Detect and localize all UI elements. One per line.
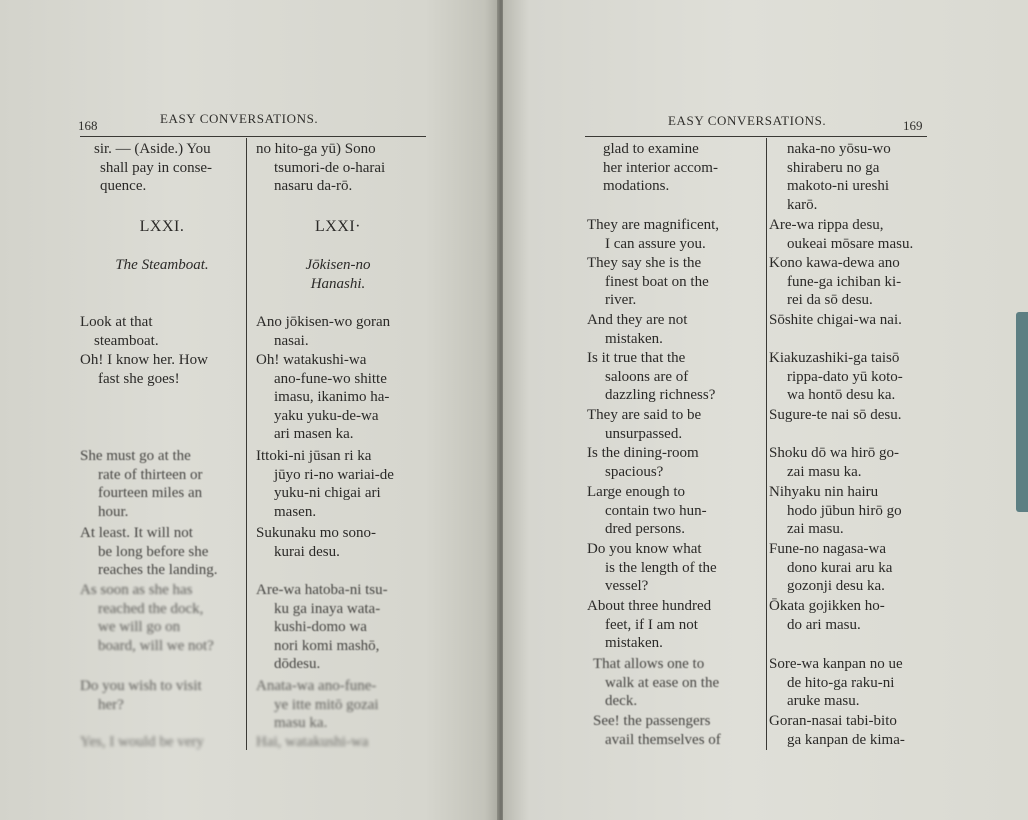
line: Large enough to	[587, 484, 686, 500]
line: kurai desu.	[274, 543, 340, 560]
paragraph-en	[587, 140, 718, 196]
paragraph-en	[80, 581, 214, 655]
paragraph-en	[587, 349, 715, 405]
line: See! the passengers	[593, 713, 711, 729]
line: tsumori-de o-harai	[274, 159, 386, 176]
line: wa hontō desu ka.	[787, 387, 896, 404]
line: shall pay in conse-	[100, 159, 213, 176]
line: nori komi mashō,	[274, 637, 380, 654]
paragraph-ja	[769, 597, 885, 634]
line: Jōkisen-no	[305, 257, 371, 273]
line: Is it true that the	[587, 350, 686, 366]
paragraph-en	[587, 216, 719, 253]
paragraph-en	[587, 655, 719, 711]
line: masen.	[274, 503, 317, 520]
line: Fune-no nagasa-wa	[769, 541, 887, 557]
line: shiraberu no ga	[787, 159, 880, 176]
line: And they are not	[587, 312, 688, 328]
paragraph-ja	[256, 351, 389, 444]
line: dono kurai aru ka	[787, 559, 893, 576]
paragraph-en	[587, 254, 709, 310]
paragraph-ja	[256, 733, 368, 752]
line: Ittoki-ni jūsan ri ka	[256, 448, 372, 464]
line: dazzling richness?	[605, 387, 716, 404]
line: Oh! watakushi-wa	[256, 352, 367, 368]
line: finest boat on the	[605, 273, 709, 290]
line: Anata-wa ano-fune-	[256, 678, 377, 694]
line: deck.	[605, 693, 638, 710]
line: feet, if I am not	[605, 616, 698, 633]
paragraph-ja	[256, 677, 379, 733]
paragraph-ja	[769, 712, 905, 749]
line: walk at ease on the	[605, 674, 720, 691]
line: Do you wish to visit	[80, 678, 202, 694]
line: About three hundred	[587, 598, 712, 614]
paragraph-en	[587, 444, 699, 481]
line: Yes, I would be very	[80, 734, 204, 750]
running-head-left: EASY CONVERSATIONS.	[160, 111, 319, 126]
line: contain two hun-	[605, 502, 707, 519]
running-head-right: EASY CONVERSATIONS.	[668, 113, 827, 128]
column-divider-right	[766, 138, 767, 750]
line: mistaken.	[605, 330, 663, 347]
line: ku ga inaya wata-	[274, 600, 381, 617]
line: Hanashi.	[310, 275, 366, 292]
line: gozonji desu ka.	[787, 578, 885, 595]
paragraph-en	[80, 677, 202, 714]
line: zai masu.	[787, 521, 844, 538]
bookmark-tab	[1016, 312, 1028, 512]
line: naka-no yōsu-wo	[787, 141, 891, 157]
paragraph-en	[80, 447, 203, 521]
line: Nihyaku nin hairu	[769, 484, 879, 500]
section-number-ja: LXXI·	[314, 218, 362, 235]
line: Are-wa rippa desu,	[769, 217, 884, 233]
header-rule-left	[80, 136, 426, 137]
line: Do you know what	[587, 541, 702, 557]
line: fast she goes!	[98, 370, 180, 387]
line: Shoku dō wa hirō go-	[769, 445, 899, 461]
line: avail themselves of	[605, 731, 721, 748]
column-divider-left	[246, 138, 247, 750]
line: dred persons.	[605, 521, 685, 538]
paragraph-ja	[256, 524, 376, 561]
right-page	[503, 0, 1028, 820]
line: glad to examine	[603, 141, 699, 157]
line: is the length of the	[605, 559, 717, 576]
line: saloons are of	[605, 368, 689, 385]
line: board, will we not?	[98, 637, 214, 654]
line: Kono kawa-dewa ano	[769, 255, 900, 271]
paragraph-en	[587, 540, 717, 596]
paragraph-en	[587, 712, 721, 749]
line: Look at that	[80, 314, 153, 330]
line: Is the dining-room	[587, 445, 699, 461]
paragraph-ja	[256, 581, 388, 674]
section-title-en: The Steamboat.	[115, 257, 209, 273]
page-number-left: 168	[78, 118, 98, 133]
line: unsurpassed.	[605, 425, 683, 442]
continuation-ja	[256, 140, 385, 196]
line: rei da sō desu.	[787, 292, 873, 309]
line: no hito-ga yū) Sono	[256, 141, 376, 157]
paragraph-ja	[256, 313, 390, 350]
line: Ōkata gojikken ho-	[769, 598, 885, 614]
paragraph-en	[80, 733, 204, 752]
line: vessel?	[605, 578, 649, 595]
line: Sore-wa kanpan no ue	[769, 656, 903, 672]
paragraph-en	[80, 524, 218, 580]
line: Hai, watakushi-wa	[256, 734, 369, 750]
paragraph-en	[587, 597, 711, 653]
line: She must go at the	[80, 448, 191, 464]
line: yuku-ni chigai ari	[274, 485, 381, 502]
paragraph-ja	[769, 406, 901, 425]
line: masu ka.	[274, 715, 328, 732]
line: I can assure you.	[605, 235, 706, 252]
line: Sukunaku mo sono-	[256, 525, 376, 541]
line: imasu, ikanimo ha-	[274, 389, 390, 406]
line: aruke masu.	[787, 693, 860, 710]
line: makoto-ni ureshi	[787, 178, 890, 195]
paragraph-ja	[769, 483, 902, 539]
line: Oh! I know her. How	[80, 352, 208, 368]
paragraph-ja	[769, 254, 901, 310]
line: oukeai mōsare masu.	[787, 235, 914, 252]
line: As soon as she has	[80, 582, 193, 598]
line: ga kanpan de kima-	[787, 731, 905, 748]
line: sir. — (Aside.) You	[94, 141, 211, 157]
line: zai masu ka.	[787, 463, 862, 480]
line: They are said to be	[587, 407, 702, 423]
line: mistaken.	[605, 635, 663, 652]
line: we will go on	[98, 619, 181, 636]
paragraph-ja	[769, 216, 913, 253]
paragraph-ja	[769, 140, 891, 214]
header-rule-right	[585, 136, 927, 137]
line: spacious?	[605, 463, 664, 480]
line: do ari masu.	[787, 616, 861, 633]
line: be long before she	[98, 543, 209, 560]
line: rippa-dato yū koto-	[787, 368, 903, 385]
line: jūyo ri-no wariai-de	[274, 466, 394, 483]
line: modations.	[603, 178, 670, 195]
line: They say she is the	[587, 255, 702, 271]
paragraph-en	[587, 311, 687, 348]
paragraph-en	[80, 351, 208, 388]
line: ye itte mitō gozai	[274, 696, 379, 713]
section-number-en: LXXI.	[139, 218, 185, 235]
line: fourteen miles an	[98, 485, 203, 502]
line: river.	[605, 292, 637, 309]
line: ari masen ka.	[274, 426, 354, 443]
line: kushi-domo wa	[274, 619, 367, 636]
paragraph-ja	[256, 447, 394, 521]
line: her?	[98, 696, 124, 713]
paragraph-ja	[769, 655, 903, 711]
line: reaches the landing.	[98, 562, 218, 579]
line: Sōshite chigai-wa nai.	[769, 312, 902, 328]
line: Ano jōkisen-wo goran	[256, 314, 391, 330]
line: yaku yuku-de-wa	[274, 407, 379, 424]
line: her interior accom-	[603, 159, 718, 176]
line: That allows one to	[593, 656, 705, 672]
line: karō.	[787, 196, 818, 213]
paragraph-en	[587, 406, 701, 443]
line: ano-fune-wo shitte	[274, 370, 387, 387]
line: quence.	[100, 178, 147, 195]
line: nasaru da-rō.	[274, 178, 353, 195]
section-title-ja	[250, 256, 426, 293]
paragraph-ja	[769, 444, 899, 481]
line: de hito-ga raku-ni	[787, 674, 895, 691]
line: Kiakuzashiki-ga taisō	[769, 350, 900, 366]
line: Sugure-te nai sō desu.	[769, 407, 902, 423]
line: reached the dock,	[98, 600, 204, 617]
line: hodo jūbun hirō go	[787, 502, 902, 519]
continuation-en	[94, 140, 212, 196]
line: Are-wa hatoba-ni tsu-	[256, 582, 388, 598]
line: fune-ga ichiban ki-	[787, 273, 902, 290]
line: They are magnificent,	[587, 217, 720, 233]
line: nasai.	[274, 332, 309, 349]
line: steamboat.	[94, 332, 159, 349]
left-page	[0, 0, 500, 820]
paragraph-en	[587, 483, 707, 539]
line: At least. It will not	[80, 525, 193, 541]
line: dōdesu.	[274, 656, 321, 673]
paragraph-ja	[769, 349, 903, 405]
paragraph-ja	[769, 540, 892, 596]
page-number-right: 169	[903, 118, 923, 133]
paragraph-en	[80, 313, 159, 350]
paragraph-ja	[769, 311, 902, 330]
line: Goran-nasai tabi-bito	[769, 713, 897, 729]
line: rate of thirteen or	[98, 466, 203, 483]
line: hour.	[98, 503, 129, 520]
